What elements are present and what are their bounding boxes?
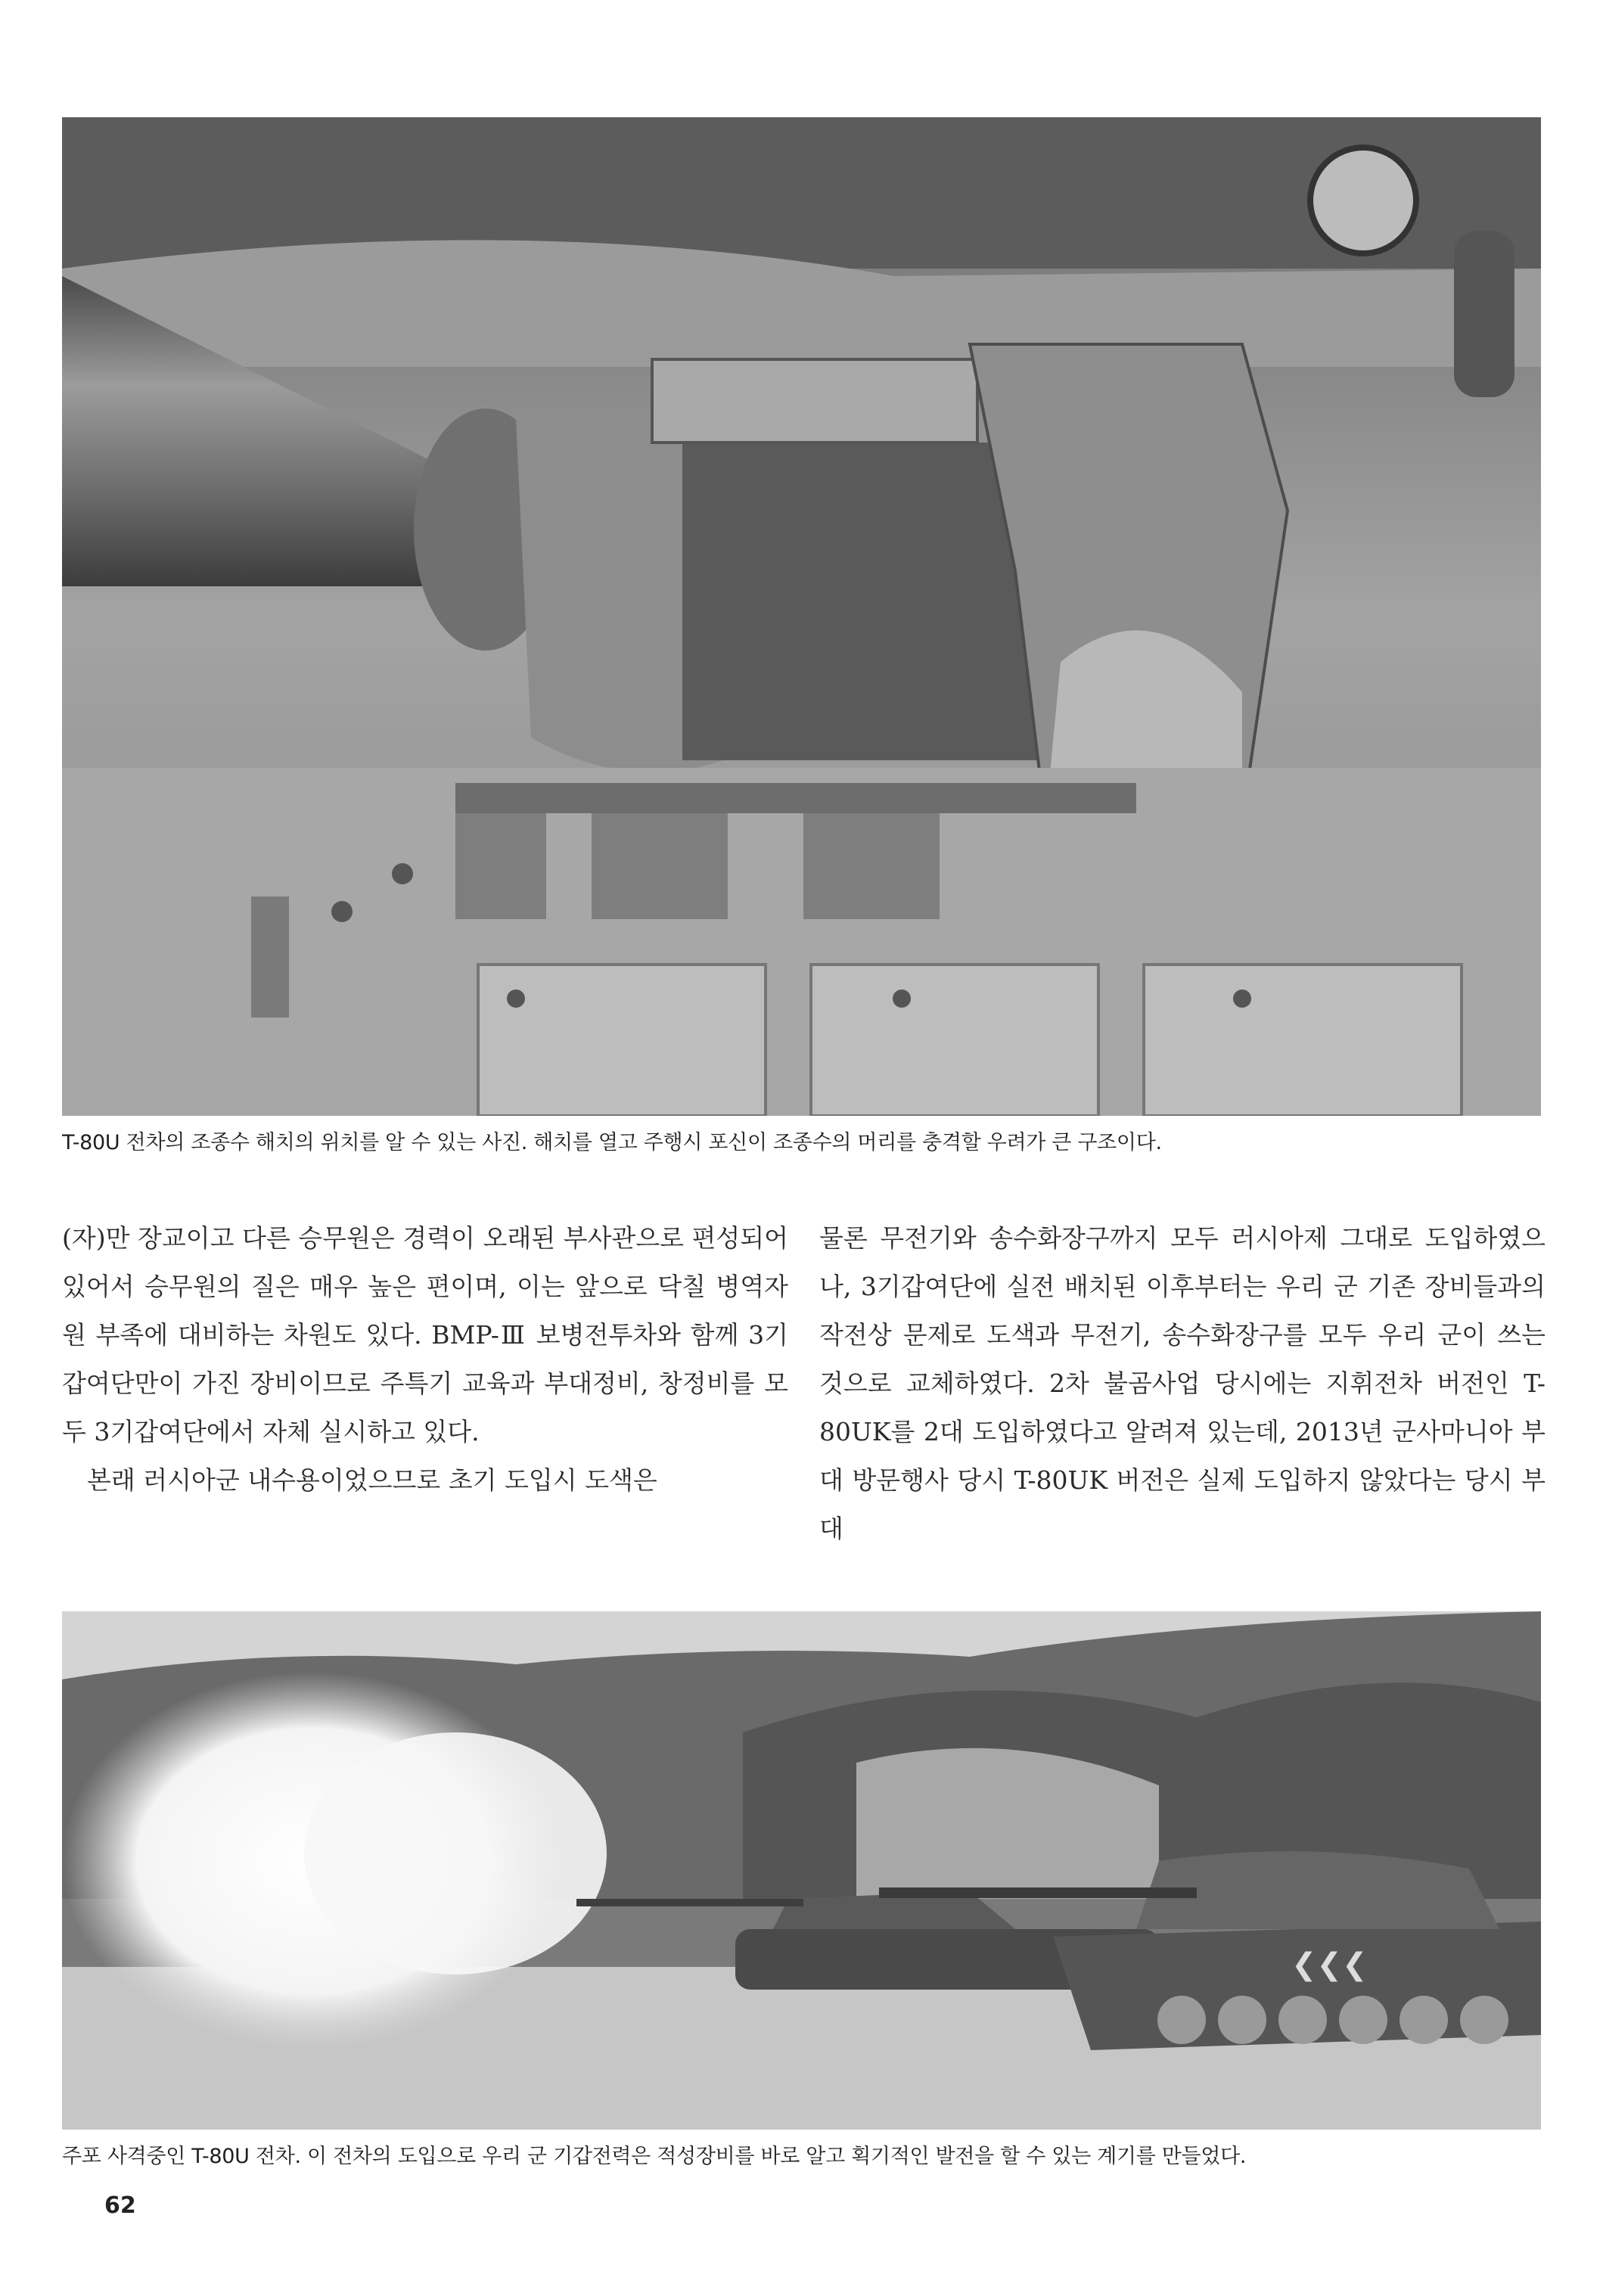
page-number: 62: [104, 2192, 136, 2219]
tank-hatch-illustration: [62, 117, 1541, 1116]
right-text-column: [819, 1214, 1546, 1553]
tank-firing-illustration: [62, 1611, 1541, 2130]
svg-text:❮❮❮: ❮❮❮: [1291, 1947, 1368, 1982]
right-paragraph-1: 물론 무전기와 송수화장구까지 모두 러시아제 그대로 도입하였으나, 3기갑여단에 실전 배치된 이후부터는 우리 군 기존 장비들과의 작전상 문제로 도색과 무전기, 송수화장구를 모두 우리 군이 쓰는 것으로 교체하였다. 2차 불곰사업 당시에는 지휘전차 버전인 T-80UK를 2대 도입하였다고 알려져 있는데, 2013년 군사마니아 부대 방문행사 당시 T-80UK 버전은 실제 도입하지 않았다는 당시 부대: [819, 1223, 1546, 1543]
figure1-caption: T-80U 전차의 조종수 해치의 위치를 알 수 있는 사진. 해치를 열고 주행시 포신이 조종수의 머리를 충격할 우려가 큰 구조이다.: [62, 1131, 1162, 1154]
figure2-caption: 주포 사격중인 T-80U 전차. 이 전차의 도입으로 우리 군 기갑전력은 적성장비를 바로 알고 획기적인 발전을 할 수 있는 계기를 만들었다.: [62, 2145, 1247, 2168]
tank-hatch-photo: [62, 117, 1541, 1116]
left-paragraph-2: 본래 러시아군 내수용이었으므로 초기 도입시 도색은: [87, 1465, 657, 1495]
tank-firing-photo: [62, 1611, 1541, 2130]
left-paragraph-1: (자)만 장교이고 다른 승무원은 경력이 오래된 부사관으로 편성되어 있어서 승무원의 질은 매우 높은 편이며, 이는 앞으로 닥칠 병역자원 부족에 대비하는 차원도 있다. BMP-Ⅲ 보병전투차와 함께 3기갑여단만이 가진 장비이므로 주특기 교육과 부대정비, 창정비를 모두 3기갑여단에서 자체 실시하고 있다.: [62, 1223, 788, 1446]
left-text-column: [62, 1214, 788, 1505]
